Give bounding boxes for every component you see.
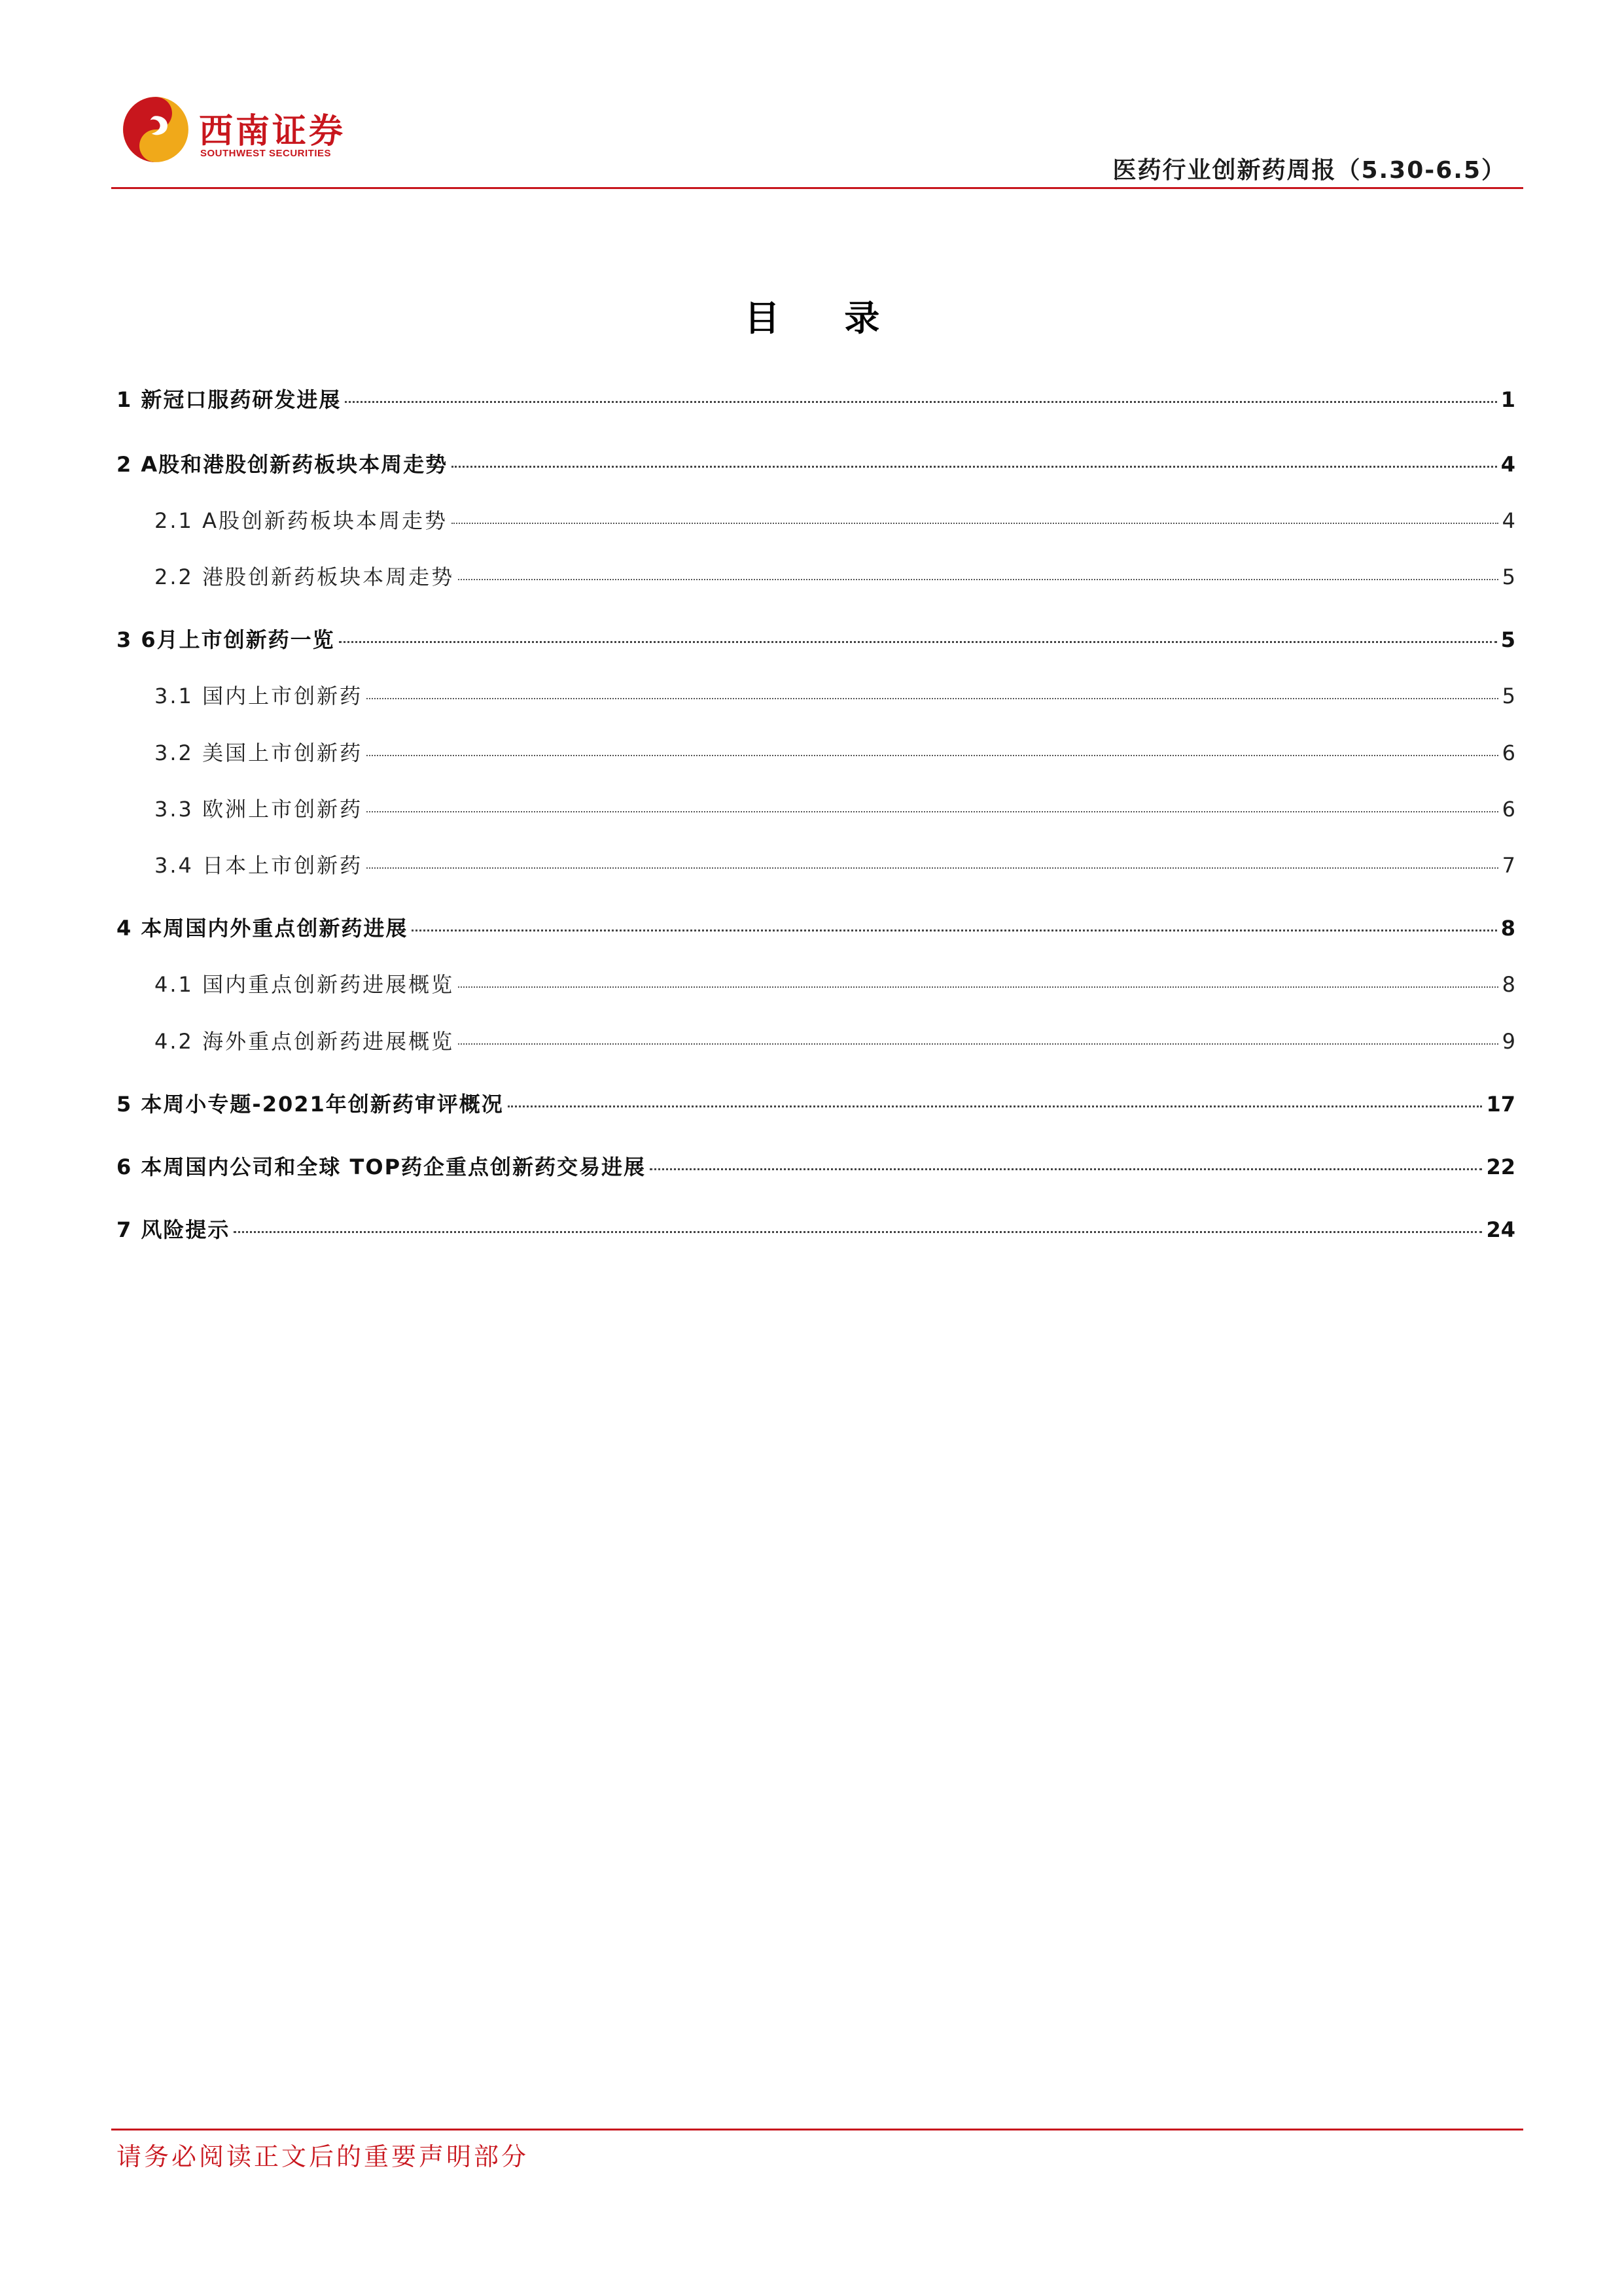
dot-leader [451, 523, 1498, 524]
toc-entry-label: 3.4 日本上市创新药 [154, 853, 363, 878]
toc-entry-2-1[interactable] [116, 507, 1515, 534]
footer-divider [111, 2129, 1523, 2131]
toc-entry-page: 5 [1500, 627, 1515, 652]
toc-entry-page: 8 [1502, 972, 1515, 997]
toc-entry-label: 3.1 国内上市创新药 [154, 684, 363, 708]
toc-entry-3-2[interactable] [116, 739, 1515, 767]
dot-leader [366, 698, 1498, 699]
toc-entry-label: 3.3 欧洲上市创新药 [154, 797, 363, 822]
dot-leader [366, 755, 1498, 756]
dot-leader [458, 986, 1498, 988]
toc-entry-3-4[interactable] [116, 852, 1515, 879]
toc-entry-page: 4 [1500, 452, 1515, 477]
dot-leader [234, 1231, 1482, 1233]
logo-subtext: SOUTHWEST SECURITIES [200, 148, 332, 159]
toc-entry-label: 4 本周国内外重点创新药进展 [116, 916, 408, 941]
footer-disclaimer: 请务必阅读正文后的重要声明部分 [116, 2142, 529, 2171]
toc-entry-4-2[interactable] [116, 1028, 1515, 1055]
dot-leader [650, 1168, 1482, 1170]
report-title: 医药行业创新药周报（5.30-6.5） [1112, 157, 1506, 184]
toc-entry-label: 6 本周国内公司和全球 TOP药企重点创新药交易进展 [116, 1155, 646, 1179]
toc-entry-label: 4.1 国内重点创新药进展概览 [154, 972, 455, 997]
toc-entry-1[interactable] [116, 386, 1515, 413]
toc-entry-2-2[interactable] [116, 563, 1515, 591]
toc-entry-label: 1 新冠口服药研发进展 [116, 387, 342, 412]
toc-entry-7[interactable] [116, 1216, 1515, 1244]
logo-emblem-icon [122, 96, 190, 164]
toc-entry-3-3[interactable] [116, 795, 1515, 823]
toc-entry-page: 4 [1502, 508, 1515, 533]
toc-entry-4-1[interactable] [116, 971, 1515, 998]
toc-entry-3-1[interactable] [116, 682, 1515, 710]
toc-heading: 目 录 [744, 298, 906, 339]
toc-entry-3[interactable] [116, 626, 1515, 653]
toc-entry-page: 7 [1502, 853, 1515, 878]
toc-entry-page: 24 [1486, 1217, 1515, 1242]
toc-entry-label: 2.1 A股创新药板块本周走势 [154, 508, 448, 533]
dot-leader [458, 579, 1498, 580]
dot-leader [345, 401, 1496, 403]
dot-leader [366, 867, 1498, 869]
toc-entry-page: 1 [1500, 387, 1515, 412]
toc-entry-5[interactable] [116, 1090, 1515, 1118]
dot-leader [508, 1105, 1483, 1107]
toc-entry-label: 2.2 港股创新药板块本周走势 [154, 565, 455, 589]
dot-leader [339, 641, 1497, 643]
logo-text: 西南证券 [199, 111, 346, 151]
toc-entry-page: 6 [1502, 740, 1515, 765]
toc-entry-page: 5 [1502, 684, 1515, 708]
toc-entry-label: 7 风险提示 [116, 1217, 230, 1242]
dot-leader [451, 466, 1497, 468]
toc-entry-label: 3 6月上市创新药一览 [116, 627, 335, 652]
toc-entry-page: 17 [1486, 1092, 1515, 1117]
toc-entry-label: 2 A股和港股创新药板块本周走势 [116, 452, 448, 477]
dot-leader [458, 1043, 1498, 1045]
dot-leader [412, 930, 1496, 931]
toc-entry-page: 5 [1502, 565, 1515, 589]
header-divider [111, 187, 1523, 189]
toc-entry-page: 6 [1502, 797, 1515, 822]
toc-entry-6[interactable] [116, 1153, 1515, 1181]
toc-entry-label: 3.2 美国上市创新药 [154, 740, 363, 765]
toc-entry-4[interactable] [116, 914, 1515, 942]
toc-entry-page: 8 [1500, 916, 1515, 941]
toc-entry-label: 5 本周小专题-2021年创新药审评概况 [116, 1092, 504, 1117]
toc-entry-page: 9 [1502, 1029, 1515, 1054]
toc-entry-2[interactable] [116, 451, 1515, 478]
toc-entry-page: 22 [1486, 1155, 1515, 1179]
toc-entry-label: 4.2 海外重点创新药进展概览 [154, 1029, 455, 1054]
dot-leader [366, 811, 1498, 812]
